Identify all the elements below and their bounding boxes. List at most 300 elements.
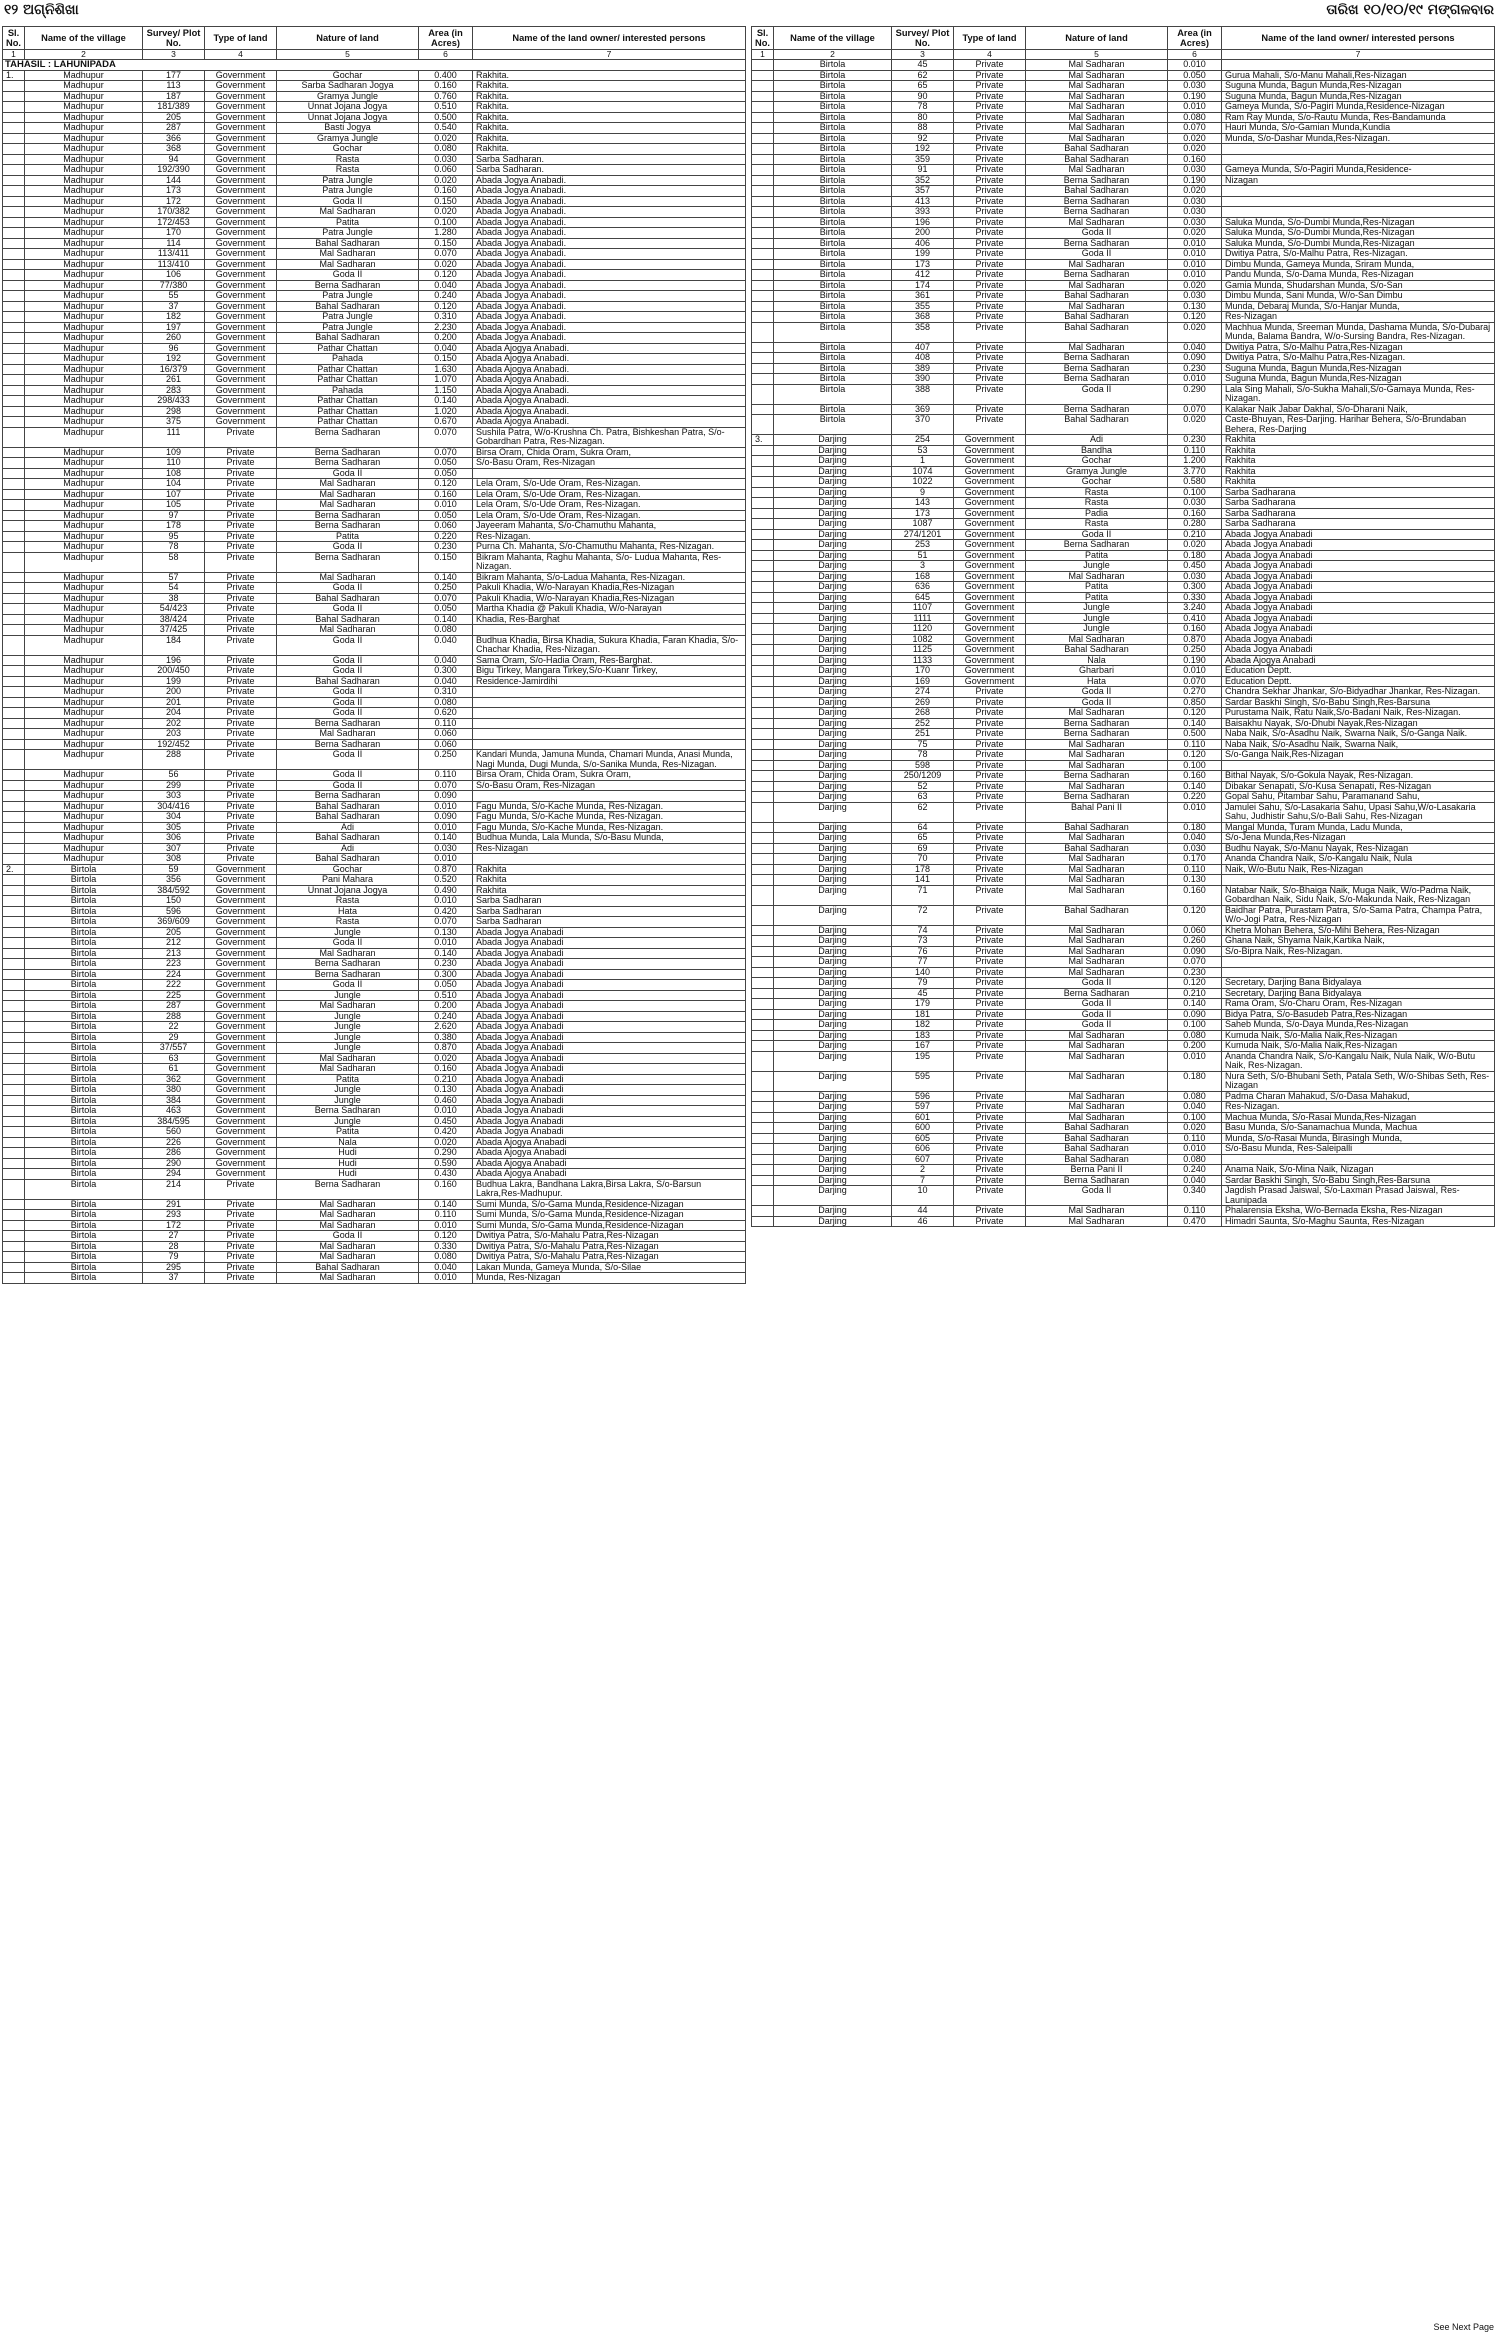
area-cell: 0.140 bbox=[419, 614, 473, 625]
sl-cell bbox=[3, 969, 25, 980]
village-cell: Darjing bbox=[774, 854, 892, 865]
type-cell: Government bbox=[205, 91, 277, 102]
area-cell: 0.010 bbox=[419, 1220, 473, 1231]
type-cell: Private bbox=[954, 1102, 1026, 1113]
nature-cell: Mal Sadharan bbox=[277, 1210, 419, 1221]
plot-cell: 54/423 bbox=[143, 604, 205, 615]
owner-cell: Abada Ajogya Anabadi bbox=[473, 1158, 746, 1169]
sl-cell bbox=[752, 1091, 774, 1102]
type-cell: Private bbox=[205, 489, 277, 500]
table-row bbox=[752, 1112, 1495, 1123]
sl-cell bbox=[3, 1262, 25, 1273]
village-cell: Darjing bbox=[774, 822, 892, 833]
sl-cell bbox=[3, 843, 25, 854]
plot-cell: 361 bbox=[892, 291, 954, 302]
sl-cell bbox=[3, 896, 25, 907]
right-land-table bbox=[751, 26, 1495, 1227]
nature-cell: Mal Sadharan bbox=[1026, 885, 1168, 905]
type-cell: Government bbox=[205, 906, 277, 917]
nature-cell: Berna Sadharan bbox=[277, 521, 419, 532]
plot-cell: 74 bbox=[892, 925, 954, 936]
type-cell: Private bbox=[954, 415, 1026, 435]
sl-cell bbox=[3, 655, 25, 666]
owner-cell: Rakhita. bbox=[473, 112, 746, 123]
type-cell: Government bbox=[205, 364, 277, 375]
village-cell: Birtola bbox=[25, 906, 143, 917]
type-cell: Private bbox=[205, 739, 277, 750]
table-row bbox=[752, 999, 1495, 1010]
plot-cell: 413 bbox=[892, 196, 954, 207]
owner-cell: Rakhita. bbox=[473, 70, 746, 81]
table-row bbox=[752, 498, 1495, 509]
village-cell: Darjing bbox=[774, 1216, 892, 1227]
area-cell: 0.460 bbox=[419, 1095, 473, 1106]
nature-cell: Gochar bbox=[1026, 456, 1168, 467]
owner-cell: Khadia, Res-Barghat bbox=[473, 614, 746, 625]
nature-cell: Mal Sadharan bbox=[1026, 70, 1168, 81]
village-cell: Darjing bbox=[774, 905, 892, 925]
plot-cell: 113/411 bbox=[143, 249, 205, 260]
type-cell: Private bbox=[954, 175, 1026, 186]
owner-cell: Abada Ajogya Anabadi. bbox=[473, 354, 746, 365]
plot-cell: 79 bbox=[892, 978, 954, 989]
table-row bbox=[3, 1116, 746, 1127]
sl-cell bbox=[3, 249, 25, 260]
nature-cell: Mal Sadharan bbox=[1026, 864, 1168, 875]
sl-cell bbox=[752, 739, 774, 750]
type-cell: Private bbox=[954, 967, 1026, 978]
area-cell: 0.290 bbox=[419, 1148, 473, 1159]
area-cell: 0.870 bbox=[1168, 634, 1222, 645]
type-cell: Private bbox=[205, 822, 277, 833]
plot-cell: 201 bbox=[143, 697, 205, 708]
owner-cell: Abada Jogya Anabadi bbox=[473, 980, 746, 991]
type-cell: Government bbox=[954, 645, 1026, 656]
nature-cell: Gramya Jungle bbox=[277, 133, 419, 144]
nature-cell: Goda II bbox=[277, 666, 419, 677]
type-cell: Government bbox=[954, 466, 1026, 477]
plot-cell: 393 bbox=[892, 207, 954, 218]
owner-cell: S/o-Basu Oram, Res-Nizagan bbox=[473, 780, 746, 791]
village-cell: Madhupur bbox=[25, 521, 143, 532]
sl-cell bbox=[752, 353, 774, 364]
village-cell: Darjing bbox=[774, 550, 892, 561]
table-row bbox=[752, 1009, 1495, 1020]
type-cell: Private bbox=[205, 843, 277, 854]
nature-cell: Berna Sadharan bbox=[1026, 771, 1168, 782]
table-row bbox=[752, 384, 1495, 404]
col-number: 7 bbox=[473, 50, 746, 60]
owner-cell: Jagdish Prasad Jaiswal, S/o-Laxman Prasad Jaiswal, Res-Launipada bbox=[1222, 1186, 1495, 1206]
sl-cell bbox=[752, 91, 774, 102]
type-cell: Private bbox=[954, 270, 1026, 281]
type-cell: Private bbox=[954, 1091, 1026, 1102]
area-cell: 0.210 bbox=[1168, 529, 1222, 540]
nature-cell: Hudi bbox=[277, 1158, 419, 1169]
nature-cell: Bahal Sadharan bbox=[1026, 843, 1168, 854]
plot-cell: 369/609 bbox=[143, 917, 205, 928]
owner-cell: Sarba Sadharan bbox=[473, 917, 746, 928]
owner-cell: Res-Nizagan bbox=[473, 843, 746, 854]
village-cell: Madhupur bbox=[25, 270, 143, 281]
owner-cell: S/o-Basu Munda, Res-Saleipalli bbox=[1222, 1144, 1495, 1155]
sl-cell bbox=[3, 1001, 25, 1012]
area-cell: 0.580 bbox=[1168, 477, 1222, 488]
area-cell: 1.150 bbox=[419, 385, 473, 396]
village-cell: Madhupur bbox=[25, 217, 143, 228]
type-cell: Government bbox=[205, 864, 277, 875]
plot-cell: 268 bbox=[892, 708, 954, 719]
sl-cell bbox=[752, 1216, 774, 1227]
sl-cell bbox=[752, 905, 774, 925]
table-row bbox=[3, 1032, 746, 1043]
table-row bbox=[752, 529, 1495, 540]
col-header-village: Name of the village bbox=[774, 27, 892, 50]
sl-cell bbox=[3, 1011, 25, 1022]
type-cell: Private bbox=[205, 1273, 277, 1284]
type-cell: Government bbox=[205, 1148, 277, 1159]
table-row bbox=[752, 1091, 1495, 1102]
plot-cell: 250/1209 bbox=[892, 771, 954, 782]
plot-cell: 225 bbox=[143, 990, 205, 1001]
nature-cell: Bahal Sadharan bbox=[1026, 415, 1168, 435]
village-cell: Madhupur bbox=[25, 833, 143, 844]
type-cell: Government bbox=[205, 333, 277, 344]
owner-cell bbox=[473, 718, 746, 729]
owner-cell: Purna Ch. Mahanta, S/o-Chamuthu Mahanta, Res-Nizagan. bbox=[473, 542, 746, 553]
plot-cell: 75 bbox=[892, 739, 954, 750]
village-cell: Darjing bbox=[774, 864, 892, 875]
plot-cell: 29 bbox=[143, 1032, 205, 1043]
nature-cell: Mal Sadharan bbox=[1026, 112, 1168, 123]
nature-cell: Goda II bbox=[277, 583, 419, 594]
sl-cell bbox=[3, 927, 25, 938]
area-cell: 0.240 bbox=[1168, 1165, 1222, 1176]
type-cell: Private bbox=[954, 697, 1026, 708]
area-cell: 0.030 bbox=[1168, 571, 1222, 582]
nature-cell: Mal Sadharan bbox=[1026, 280, 1168, 291]
nature-cell: Goda II bbox=[1026, 228, 1168, 239]
table-row bbox=[3, 906, 746, 917]
area-cell: 0.180 bbox=[1168, 550, 1222, 561]
nature-cell: Adi bbox=[277, 843, 419, 854]
village-cell: Birtola bbox=[25, 938, 143, 949]
owner-cell: Lakan Munda, Gameya Munda, S/o-Silae bbox=[473, 1262, 746, 1273]
sl-cell bbox=[752, 342, 774, 353]
table-row bbox=[752, 404, 1495, 415]
nature-cell: Berna Sadharan bbox=[277, 1106, 419, 1117]
nature-cell: Rasta bbox=[1026, 498, 1168, 509]
area-cell: 0.080 bbox=[1168, 1154, 1222, 1165]
sl-cell bbox=[752, 697, 774, 708]
plot-cell: 200/450 bbox=[143, 666, 205, 677]
nature-cell: Sarba Sadharan Jogya bbox=[277, 81, 419, 92]
village-cell: Birtola bbox=[25, 1043, 143, 1054]
village-cell: Darjing bbox=[774, 624, 892, 635]
date-header: ତାରିଖ ୧୦/୧୦/୧୯ ମଙ୍ଗଳବାର bbox=[1326, 2, 1494, 18]
owner-cell bbox=[473, 791, 746, 802]
nature-cell: Bahal Sadharan bbox=[1026, 312, 1168, 323]
sl-cell bbox=[752, 1102, 774, 1113]
nature-cell: Bahal Sadharan bbox=[277, 833, 419, 844]
area-cell: 0.270 bbox=[1168, 687, 1222, 698]
area-cell: 0.010 bbox=[419, 854, 473, 865]
table-row bbox=[3, 1106, 746, 1117]
type-cell: Private bbox=[205, 447, 277, 458]
village-cell: Madhupur bbox=[25, 154, 143, 165]
owner-cell: Bikram Mahanta, S/o-Ladua Mahanta, Res-Nizagan. bbox=[473, 572, 746, 583]
plot-cell: 28 bbox=[143, 1241, 205, 1252]
sl-cell bbox=[3, 1085, 25, 1096]
owner-cell: Abada Jogya Anabadi. bbox=[473, 312, 746, 323]
right-table-panel bbox=[751, 26, 1494, 1227]
village-cell: Birtola bbox=[25, 1148, 143, 1159]
sl-cell bbox=[752, 603, 774, 614]
owner-cell: Abada Ajogya Anabadi. bbox=[473, 406, 746, 417]
type-cell: Private bbox=[954, 905, 1026, 925]
sl-cell bbox=[3, 1179, 25, 1199]
sl-cell bbox=[3, 385, 25, 396]
nature-cell: Mal Sadharan bbox=[277, 1001, 419, 1012]
owner-cell: Pakuli Khadia, W/o-Narayan Khadia,Res-Nizagan bbox=[473, 583, 746, 594]
type-cell: Government bbox=[954, 624, 1026, 635]
plot-cell: 113/410 bbox=[143, 259, 205, 270]
sl-cell bbox=[3, 1064, 25, 1075]
nature-cell: Berna Sadharan bbox=[277, 969, 419, 980]
nature-cell: Goda II bbox=[1026, 1009, 1168, 1020]
nature-cell: Rasta bbox=[1026, 519, 1168, 530]
sl-cell bbox=[752, 833, 774, 844]
village-cell: Madhupur bbox=[25, 249, 143, 260]
plot-cell: 91 bbox=[892, 165, 954, 176]
area-cell: 0.030 bbox=[1168, 843, 1222, 854]
table-row bbox=[752, 1071, 1495, 1091]
owner-cell: Rakhita. bbox=[473, 81, 746, 92]
nature-cell: Basti Jogya bbox=[277, 123, 419, 134]
nature-cell: Bahal Sadharan bbox=[1026, 291, 1168, 302]
owner-cell: Lela Oram, S/o-Ude Oram, Res-Nizagan. bbox=[473, 479, 746, 490]
table-row bbox=[3, 123, 746, 134]
area-cell: 0.110 bbox=[1168, 739, 1222, 750]
sl-cell bbox=[3, 144, 25, 155]
type-cell: Private bbox=[954, 70, 1026, 81]
village-cell: Madhupur bbox=[25, 385, 143, 396]
table-row bbox=[3, 301, 746, 312]
nature-cell: Bahal Sadharan bbox=[277, 801, 419, 812]
plot-cell: 177 bbox=[143, 70, 205, 81]
table-row bbox=[752, 207, 1495, 218]
plot-cell: 407 bbox=[892, 342, 954, 353]
area-cell: 0.420 bbox=[419, 1127, 473, 1138]
sl-cell bbox=[3, 217, 25, 228]
sl-cell bbox=[3, 270, 25, 281]
nature-cell: Mal Sadharan bbox=[277, 489, 419, 500]
area-cell: 0.150 bbox=[419, 238, 473, 249]
sl-cell bbox=[3, 175, 25, 186]
type-cell: Private bbox=[954, 1206, 1026, 1217]
area-cell: 0.400 bbox=[419, 70, 473, 81]
plot-cell: 307 bbox=[143, 843, 205, 854]
village-cell: Madhupur bbox=[25, 500, 143, 511]
village-cell: Madhupur bbox=[25, 780, 143, 791]
sl-cell bbox=[752, 885, 774, 905]
area-cell: 0.180 bbox=[1168, 1071, 1222, 1091]
plot-cell: 178 bbox=[892, 864, 954, 875]
table-row bbox=[752, 582, 1495, 593]
col-number: 3 bbox=[892, 50, 954, 60]
area-cell: 0.090 bbox=[419, 812, 473, 823]
type-cell: Private bbox=[954, 750, 1026, 761]
plot-cell: 65 bbox=[892, 81, 954, 92]
sl-cell bbox=[752, 666, 774, 677]
nature-cell: Berna Sadharan bbox=[1026, 363, 1168, 374]
owner-cell: Fagu Munda, S/o-Kache Munda, Res-Nizagan. bbox=[473, 812, 746, 823]
type-cell: Private bbox=[205, 655, 277, 666]
owner-cell: Abada Ajogya Anabadi. bbox=[473, 417, 746, 428]
table-row bbox=[3, 593, 746, 604]
area-cell: 0.340 bbox=[1168, 1186, 1222, 1206]
col-header-plot: Survey/ Plot No. bbox=[143, 27, 205, 50]
nature-cell: Goda II bbox=[1026, 1020, 1168, 1031]
plot-cell: 192 bbox=[892, 144, 954, 155]
nature-cell: Berna Sadharan bbox=[1026, 353, 1168, 364]
type-cell: Government bbox=[205, 948, 277, 959]
type-cell: Private bbox=[954, 1020, 1026, 1031]
sl-cell bbox=[752, 259, 774, 270]
village-cell: Birtola bbox=[25, 1137, 143, 1148]
table-row bbox=[752, 592, 1495, 603]
table-row bbox=[3, 354, 746, 365]
plot-cell: 303 bbox=[143, 791, 205, 802]
village-cell: Madhupur bbox=[25, 531, 143, 542]
area-cell: 0.050 bbox=[419, 980, 473, 991]
nature-cell: Jungle bbox=[277, 1043, 419, 1054]
table-row bbox=[752, 905, 1495, 925]
area-cell: 0.200 bbox=[419, 1001, 473, 1012]
plot-cell: 200 bbox=[892, 228, 954, 239]
sl-cell bbox=[3, 917, 25, 928]
table-row bbox=[752, 978, 1495, 989]
village-cell: Birtola bbox=[25, 1116, 143, 1127]
owner-cell: Sarba Sadharana bbox=[1222, 508, 1495, 519]
sl-cell bbox=[3, 780, 25, 791]
owner-cell: Ananda Chandra Naik, S/o-Kangalu Naik, Nula bbox=[1222, 854, 1495, 865]
village-cell: Birtola bbox=[774, 112, 892, 123]
nature-cell: Berna Sadharan bbox=[277, 1179, 419, 1199]
owner-cell: Abada Jogya Anabadi bbox=[473, 959, 746, 970]
area-cell: 0.030 bbox=[1168, 207, 1222, 218]
sl-cell bbox=[752, 936, 774, 947]
type-cell: Government bbox=[954, 550, 1026, 561]
table-row bbox=[3, 1210, 746, 1221]
village-cell: Birtola bbox=[25, 959, 143, 970]
village-cell: Madhupur bbox=[25, 635, 143, 655]
owner-cell bbox=[473, 854, 746, 865]
nature-cell: Goda II bbox=[277, 687, 419, 698]
table-row bbox=[3, 1252, 746, 1263]
type-cell: Private bbox=[205, 427, 277, 447]
area-cell: 0.150 bbox=[419, 196, 473, 207]
village-cell: Madhupur bbox=[25, 614, 143, 625]
table-row bbox=[752, 988, 1495, 999]
village-cell: Madhupur bbox=[25, 354, 143, 365]
plot-cell: 78 bbox=[892, 750, 954, 761]
area-cell: 0.010 bbox=[1168, 1051, 1222, 1071]
plot-cell: 62 bbox=[892, 802, 954, 822]
village-cell: Darjing bbox=[774, 435, 892, 446]
nature-cell: Mal Sadharan bbox=[1026, 854, 1168, 865]
village-cell: Birtola bbox=[774, 363, 892, 374]
plot-cell: 197 bbox=[143, 322, 205, 333]
type-cell: Government bbox=[954, 519, 1026, 530]
table-row bbox=[3, 697, 746, 708]
type-cell: Private bbox=[954, 342, 1026, 353]
plot-cell: 261 bbox=[143, 375, 205, 386]
table-row bbox=[3, 312, 746, 323]
sl-cell bbox=[752, 312, 774, 323]
owner-cell bbox=[1222, 875, 1495, 886]
type-cell: Private bbox=[205, 1241, 277, 1252]
owner-cell: Res-Nizagan. bbox=[1222, 1102, 1495, 1113]
plot-cell: 359 bbox=[892, 154, 954, 165]
sl-cell bbox=[752, 999, 774, 1010]
owner-cell: Rakhita bbox=[473, 885, 746, 896]
nature-cell: Berna Sadharan bbox=[1026, 404, 1168, 415]
sl-cell bbox=[752, 843, 774, 854]
table-row bbox=[3, 708, 746, 719]
village-cell: Darjing bbox=[774, 477, 892, 488]
table-row bbox=[752, 885, 1495, 905]
sl-cell bbox=[3, 322, 25, 333]
owner-cell: Bidya Patra, S/o-Basudeb Patra,Res-Nizagan bbox=[1222, 1009, 1495, 1020]
village-cell: Birtola bbox=[25, 969, 143, 980]
sl-cell bbox=[752, 466, 774, 477]
type-cell: Government bbox=[205, 1053, 277, 1064]
nature-cell: Bahal Sadharan bbox=[277, 301, 419, 312]
area-cell: 0.380 bbox=[419, 1032, 473, 1043]
owner-cell: Bikram Mahanta, Raghu Mahanta, S/o- Ludua Mahanta, Res-Nizagan. bbox=[473, 552, 746, 572]
nature-cell: Patra Jungle bbox=[277, 322, 419, 333]
table-row bbox=[3, 1022, 746, 1033]
nature-cell: Hudi bbox=[277, 1169, 419, 1180]
sl-cell bbox=[752, 571, 774, 582]
village-cell: Darjing bbox=[774, 466, 892, 477]
sl-cell bbox=[752, 1133, 774, 1144]
nature-cell: Rasta bbox=[277, 896, 419, 907]
owner-cell: Baidhar Patra, Purastam Patra, S/o-Sama Patra, Champa Patra, W/o-Jogi Patra, Res-Nizagan bbox=[1222, 905, 1495, 925]
table-row bbox=[3, 959, 746, 970]
owner-cell: Abada Jogya Anabadi bbox=[1222, 592, 1495, 603]
type-cell: Government bbox=[205, 927, 277, 938]
sl-cell bbox=[752, 508, 774, 519]
owner-cell: Abada Jogya Anabadi bbox=[473, 1106, 746, 1117]
table-row bbox=[3, 531, 746, 542]
sl-cell bbox=[3, 427, 25, 447]
nature-cell: Pathar Chattan bbox=[277, 375, 419, 386]
owner-cell bbox=[473, 625, 746, 636]
village-cell: Madhupur bbox=[25, 458, 143, 469]
sl-cell bbox=[752, 1175, 774, 1186]
village-cell: Birtola bbox=[25, 1053, 143, 1064]
area-cell: 0.120 bbox=[1168, 905, 1222, 925]
village-cell: Madhupur bbox=[25, 364, 143, 375]
sl-cell bbox=[3, 1169, 25, 1180]
table-row bbox=[752, 540, 1495, 551]
plot-cell: 290 bbox=[143, 1158, 205, 1169]
village-cell: Madhupur bbox=[25, 196, 143, 207]
plot-cell: 607 bbox=[892, 1154, 954, 1165]
village-cell: Madhupur bbox=[25, 447, 143, 458]
